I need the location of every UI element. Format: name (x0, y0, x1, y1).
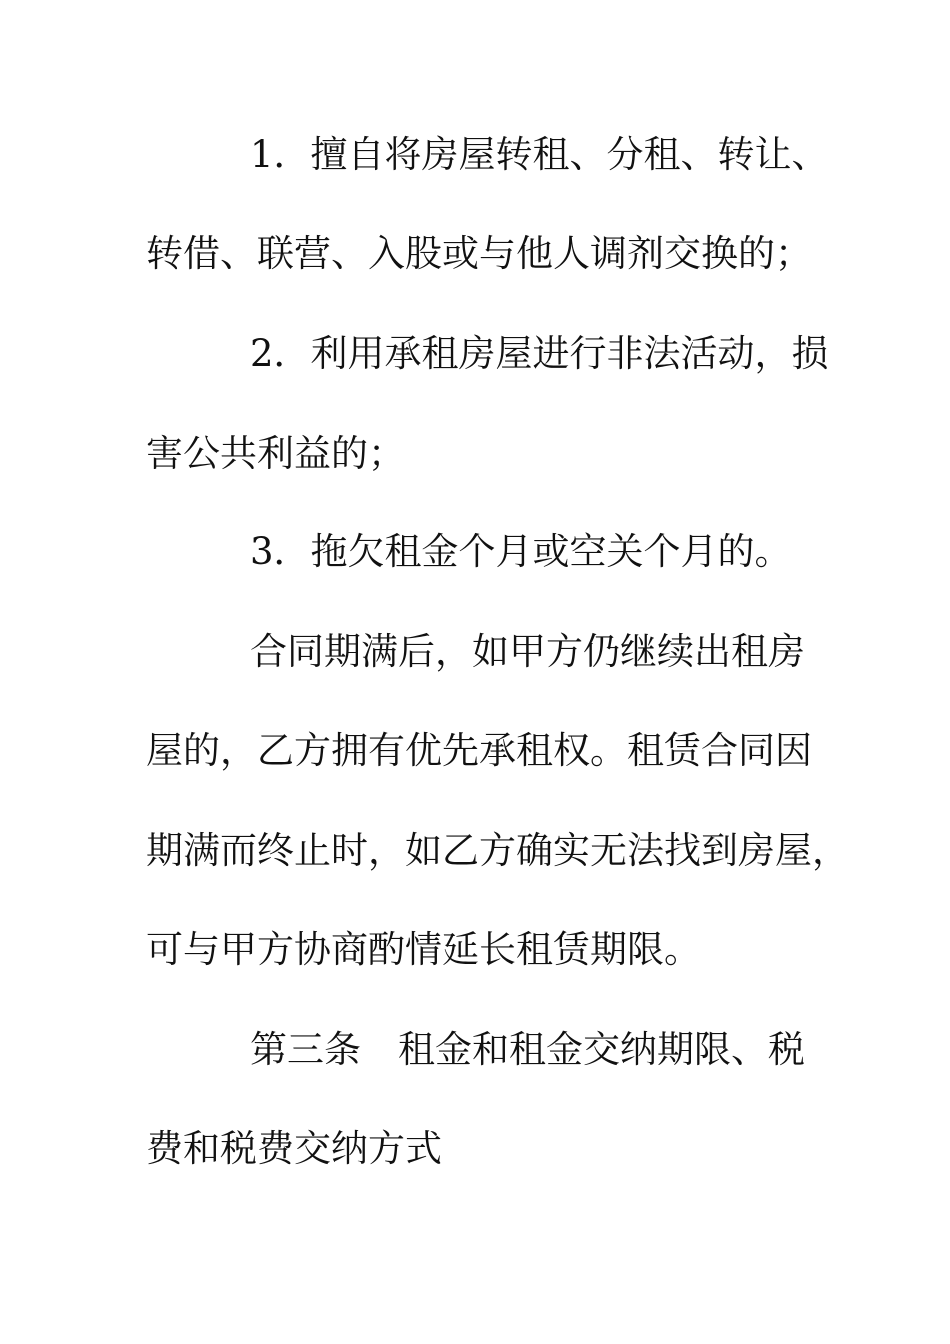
paragraph-expiry-line-4: 可与甲方协商酌情延长租赁期限。 (146, 928, 701, 971)
paragraph-expiry-line-1: 合同期满后，如甲方仍继续出租房 (250, 630, 805, 673)
paragraph-expiry-line-2: 屋的，乙方拥有优先承租权。租赁合同因 (146, 729, 812, 772)
clause-1-line-1: 1．擅自将房屋转租、分租、转让、 (250, 133, 829, 176)
article-3-heading-line-1: 第三条 租金和租金交纳期限、税 (250, 1028, 805, 1071)
paragraph-expiry-line-3: 期满而终止时，如乙方确实无法找到房屋， (146, 829, 849, 872)
clause-1-line-2: 转借、联营、入股或与他人调剂交换的； (146, 232, 812, 275)
clause-2-line-2: 害公共利益的； (146, 432, 405, 475)
clause-2-line-1: 2．利用承租房屋进行非法活动，损 (250, 332, 829, 375)
clause-3-line-1: 3．拖欠租金个月或空关个月的。 (250, 530, 792, 573)
article-3-heading-line-2: 费和税费交纳方式 (146, 1127, 442, 1170)
